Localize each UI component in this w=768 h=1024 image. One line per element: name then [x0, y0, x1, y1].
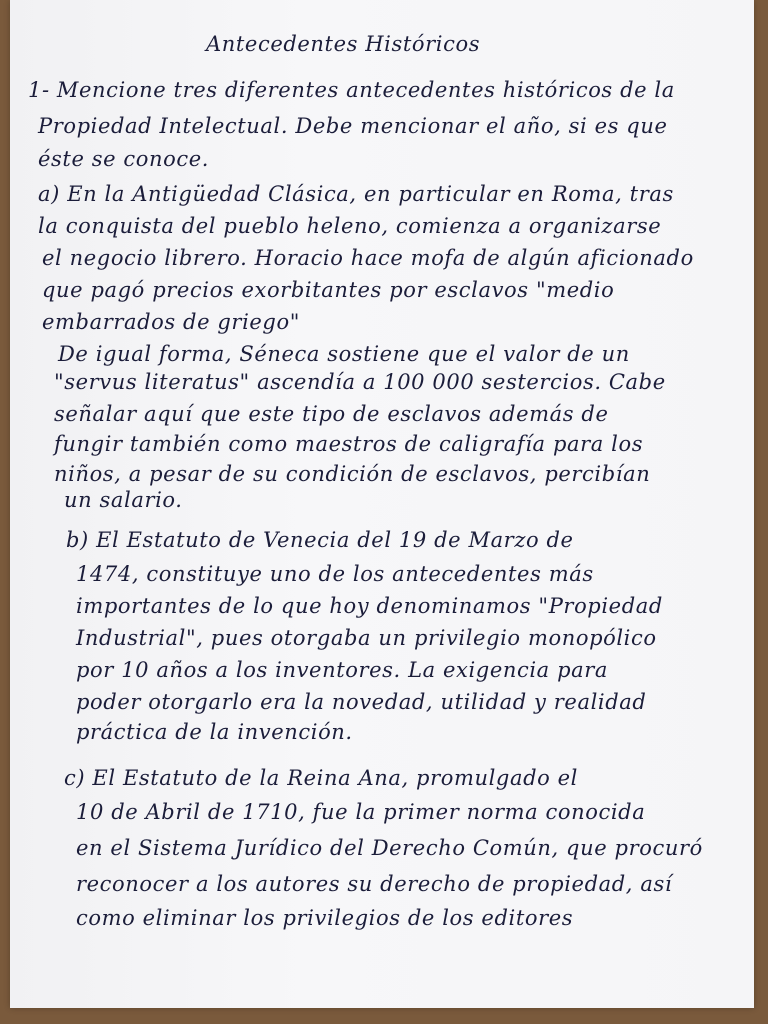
text-line: la conquista del pueblo heleno, comienza a organizarse	[38, 214, 662, 238]
text-line: práctica de la invención.	[76, 720, 353, 744]
text-line: el negocio librero. Horacio hace mofa de algún aficionado	[42, 246, 694, 270]
text-line: que pagó precios exorbitantes por esclavos "medio	[42, 278, 615, 302]
text-line: a) En la Antigüedad Clásica, en particular en Roma, tras	[38, 182, 674, 206]
text-line: De igual forma, Séneca sostiene que el valor de un	[58, 342, 630, 366]
text-line: 1- Mencione tres diferentes antecedentes históricos de la	[28, 78, 675, 102]
text-line: por 10 años a los inventores. La exigencia para	[76, 658, 608, 682]
text-line: señalar aquí que este tipo de esclavos además de	[54, 402, 609, 426]
text-line: Industrial", pues otorgaba un privilegio monopólico	[76, 626, 657, 650]
text-line: b) El Estatuto de Venecia del 19 de Marzo de	[66, 528, 574, 552]
text-line: 10 de Abril de 1710, fue la primer norma conocida	[76, 800, 646, 824]
notebook-page	[10, 0, 754, 1008]
text-line: como eliminar los privilegios de los editores	[76, 906, 574, 930]
text-line: un salario.	[64, 488, 183, 512]
text-line: c) El Estatuto de la Reina Ana, promulgado el	[64, 766, 578, 790]
text-line: embarrados de griego"	[42, 310, 300, 334]
text-line: Propiedad Intelectual. Debe mencionar el año, si es que	[38, 114, 668, 138]
text-line: 1474, constituye uno de los antecedentes más	[76, 562, 594, 586]
text-line: en el Sistema Jurídico del Derecho Común, que procuró	[76, 836, 703, 860]
text-line: "servus literatus" ascendía a 100 000 sestercios. Cabe	[54, 370, 666, 394]
text-line: importantes de lo que hoy denominamos "Propiedad	[76, 594, 663, 618]
page-title: Antecedentes Históricos	[206, 32, 481, 56]
text-line: éste se conoce.	[38, 147, 210, 171]
text-line: poder otorgarlo era la novedad, utilidad y realidad	[76, 690, 647, 714]
text-line: reconocer a los autores su derecho de propiedad, así	[76, 872, 673, 896]
text-line: fungir también como maestros de caligrafía para los	[54, 432, 644, 456]
text-line: niños, a pesar de su condición de esclavos, percibían	[54, 462, 651, 486]
